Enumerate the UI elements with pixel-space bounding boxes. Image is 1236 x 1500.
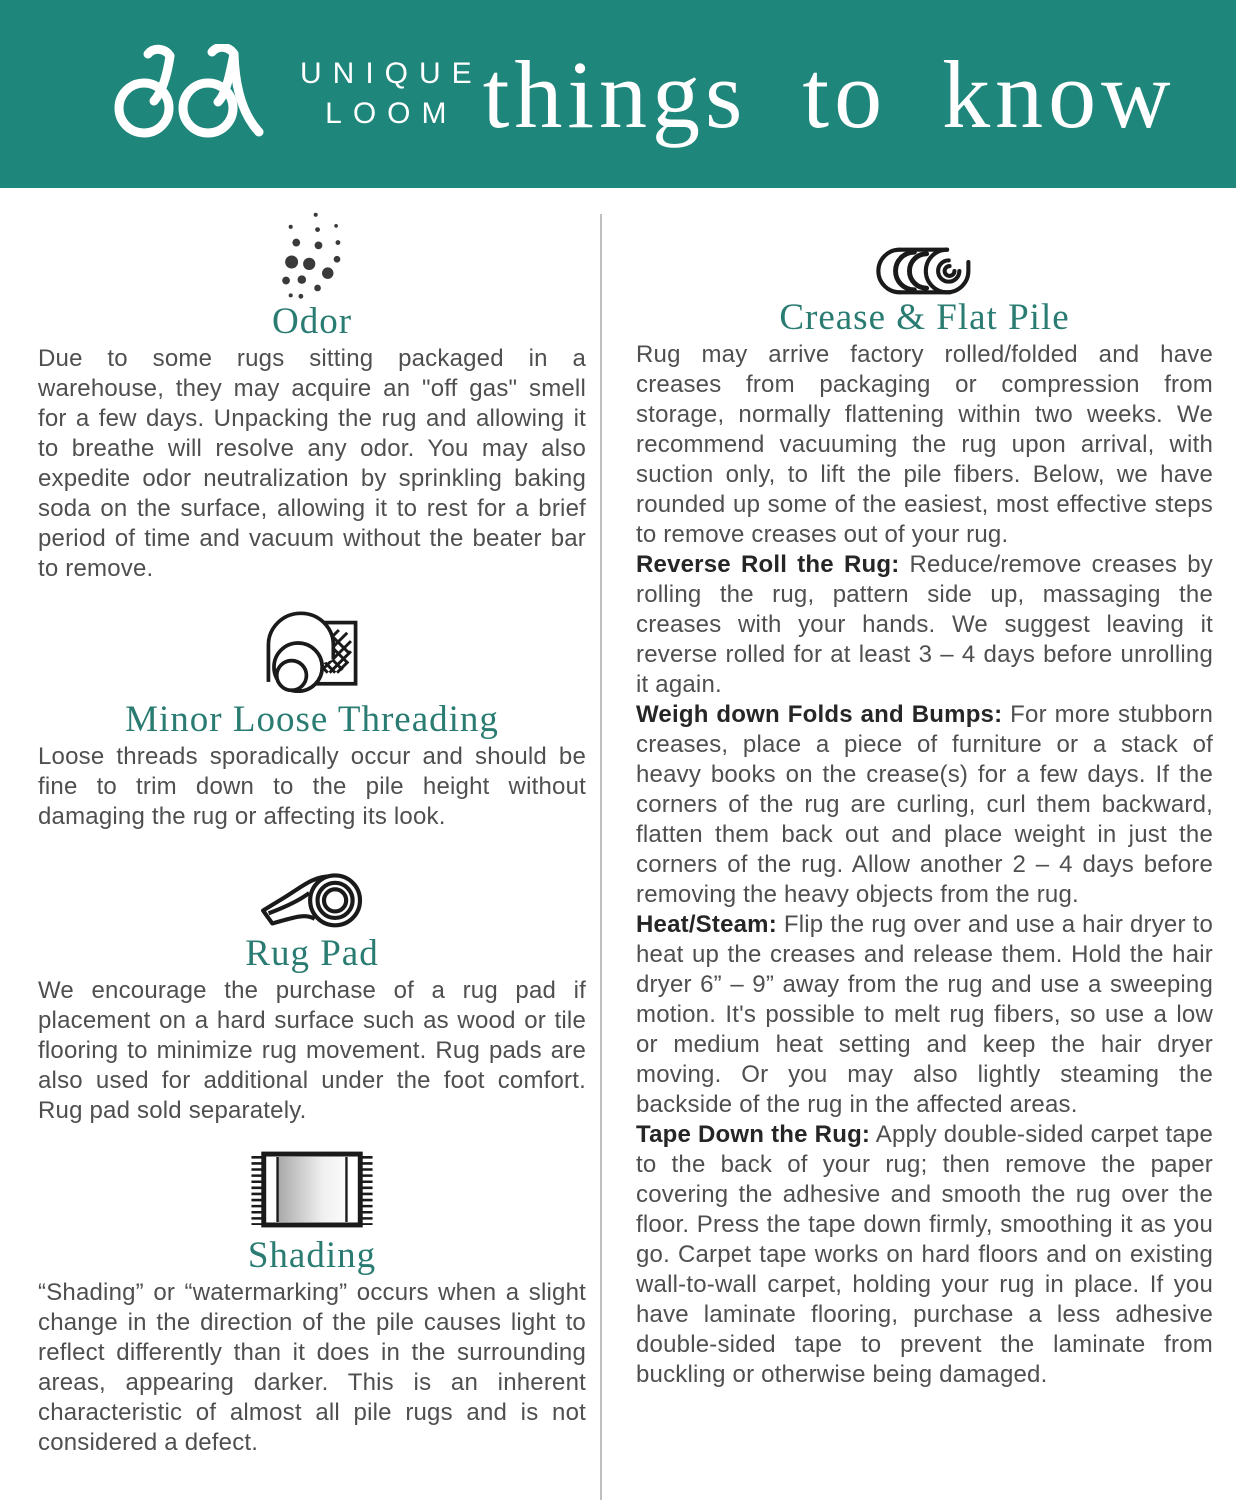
unique-loom-logo-icon <box>104 44 274 144</box>
step-heat-steam-label: Heat/Steam: <box>636 911 777 938</box>
crease-heading: Crease & Flat Pile <box>779 297 1070 338</box>
threading-heading: Minor Loose Threading <box>125 699 499 740</box>
step-tape-down-label: Tape Down the Rug: <box>636 1121 871 1148</box>
header-banner <box>0 0 1236 188</box>
step-weigh-down <box>636 700 1213 910</box>
rug-pad-roll-icon <box>252 856 372 930</box>
step-weigh-down-text: For more stubborn creases, place a piece of furniture or a stack of heavy books on the crease(s) for a few days. If the corners of the rug are curling, curl them backward, flatten them back out and place weight in just the corners of the rug. Allow another 2 – 4 days before removing the heavy objects from the rug. <box>636 701 1213 908</box>
odor-specks-icon <box>276 212 348 300</box>
rolled-rug-side-icon <box>871 244 979 298</box>
shading-paragraph: “Shading” or “watermarking” occurs when a slight change in the direction of the pile causes light to reflect differently than it does in the surrounding areas, appearing darker. This is an inherent characteristic of almost all pile rugs and is not considered a defect. <box>38 1279 586 1456</box>
rug-pad-section-icon-wrap <box>38 856 586 932</box>
step-tape-down-text: Apply double-sided carpet tape to the back of your rug; then remove the paper covering the adhesive and smooth the rug over the floor. Press the tape down firmly, smoothing it as you go. Carpet tape works on hard floors and on existing wall-to-wall carpet, holding your rug in place. If you have laminate flooring, purchase a less adhesive double-sided tape to prevent the laminate from buckling or otherwise being damaged. <box>636 1121 1213 1388</box>
threading-section-icon-wrap <box>38 600 586 698</box>
step-heat-steam-text: Flip the rug over and use a hair dryer to heat up the creases and release them. Hold the hair dryer 6” – 9” away from the rug and use a sweeping motion. It's possible to melt rug fibers, so use a low or medium heat setting and keep the hair dryer moving. Or you may also lightly steaming the backside of the rug in the affected areas. <box>636 911 1213 1118</box>
step-tape-down <box>636 1120 1213 1390</box>
fringed-rug-icon <box>248 1148 376 1232</box>
page-title: things to know <box>482 40 1176 148</box>
crease-section-icon-wrap <box>636 244 1213 296</box>
shading-section-icon-wrap <box>38 1148 586 1234</box>
step-reverse-roll-label: Reverse Roll the Rug: <box>636 551 900 578</box>
column-divider <box>600 214 602 1500</box>
rolled-rug-crosshatch-icon <box>261 600 363 698</box>
right-column <box>636 188 1213 1390</box>
crease-intro-paragraph: Rug may arrive factory rolled/folded and have creases from packaging or compression from storage, normally flattening within two weeks. We recommend vacuuming the rug upon arrival, with suction only, to lift the pile fibers. Below, we have rounded up some of the easiest, most effective steps to remove creases out of your rug. <box>636 341 1213 548</box>
threading-paragraph: Loose threads sporadically occur and should be fine to trim down to the pile height without damaging the rug or affecting its look. <box>38 743 586 830</box>
shading-heading: Shading <box>247 1235 377 1276</box>
brand-word-loom: LOOM <box>325 97 458 130</box>
odor-heading: Odor <box>271 301 353 342</box>
step-reverse-roll-text: Reduce/remove creases by rolling the rug, pattern side up, massaging the creases with your hands. We suggest leaving it reverse rolled for at least 3 – 4 days before unrolling it again. <box>636 551 1213 698</box>
odor-paragraph: Due to some rugs sitting packaged in a warehouse, they may acquire an "off gas" smell for a few days. Unpacking the rug and allowing it to breathe will resolve any odor. You may also expedite odor neutralization by sprinkling baking soda on the surface, allowing it to rest for a brief period of time and vacuum without the beater bar to remove. <box>38 345 586 582</box>
rug-pad-paragraph: We encourage the purchase of a rug pad if placement on a hard surface such as wood or tile flooring to minimize rug movement. Rug pads are also used for additional under the foot comfort. Rug pad sold separately. <box>38 977 586 1124</box>
step-weigh-down-label: Weigh down Folds and Bumps: <box>636 701 1003 728</box>
brand-word-unique: UNIQUE <box>300 57 483 90</box>
rug-pad-heading: Rug Pad <box>245 933 379 974</box>
brand-wordmark <box>300 54 483 134</box>
step-heat-steam <box>636 910 1213 1120</box>
left-column <box>38 188 586 1458</box>
step-reverse-roll <box>636 550 1213 700</box>
odor-section-icon-wrap <box>38 212 586 300</box>
brand-lockup <box>104 44 483 144</box>
